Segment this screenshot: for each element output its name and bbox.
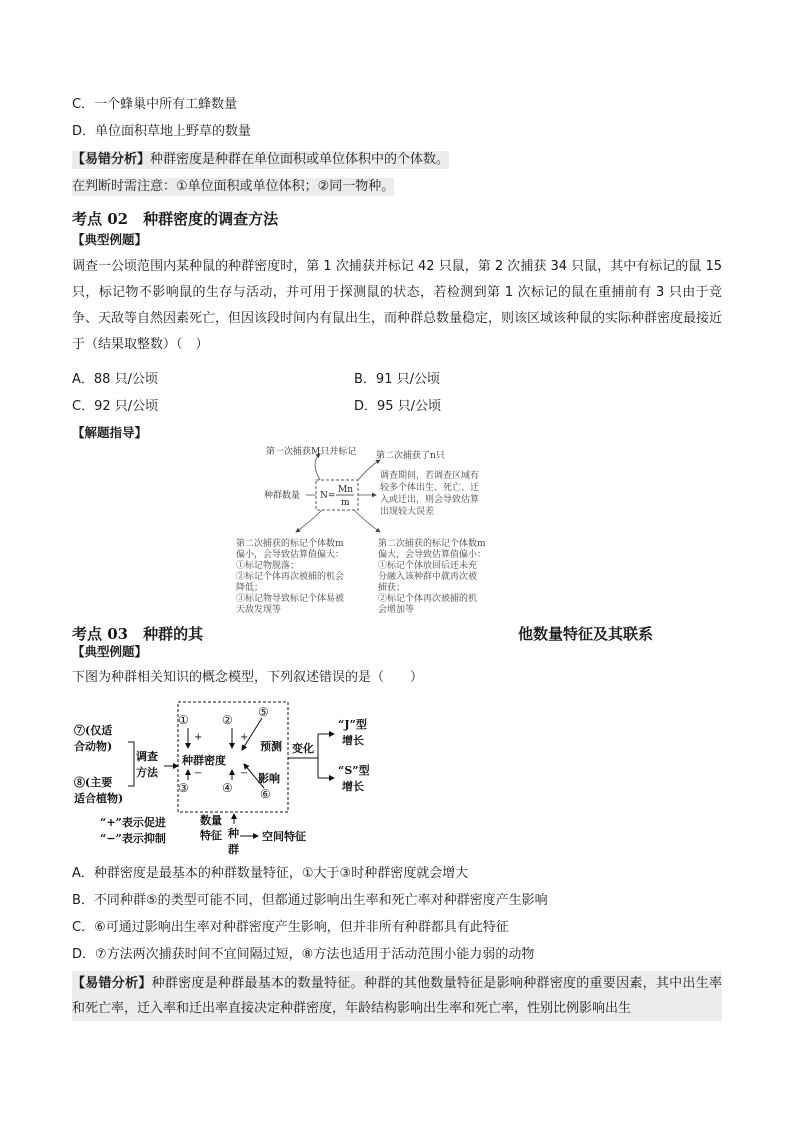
right-note-line-1: 调查期间，若调查区域有 (380, 471, 480, 481)
influence-label: 影响 (258, 772, 280, 785)
option-a: A．种群密度是最基本的种群数量特征，①大于③时种群密度就会增大 (72, 866, 469, 881)
right-bottom-note-line-5: 捕获； (378, 583, 406, 593)
left-note-line-7: 天敌发现等 (236, 605, 282, 615)
left-note-line-5: 降低； (236, 583, 264, 593)
question-text: 下图为种群相关知识的概念模型，下列叙述错误的是（ ） (72, 670, 424, 685)
left-note-line-6: ③标记物导致标记个体易被 (236, 594, 345, 604)
left-note-line-2: 偏小，会导致估算值偏大： (236, 550, 345, 560)
error-analysis-tag: 【易错分析】 (72, 976, 152, 991)
survey-method-line-2: 方法 (136, 766, 158, 779)
question-text: 调查一公顷范围内某种鼠的种群密度时，第 1 次捕获并标记 42 只鼠，第 2 次捕获 34 只鼠，其中有标记的鼠 15 只，标记物不影响鼠的生存与活动，并可用于探测鼠的状态，若检测到第 1 次标记的鼠在重捕前有 3 只由于竞争、天敌等自然因素死亡，但因该段时间内有鼠出生，而种群总数量稳定，则该区域该种鼠的实际种群密度最接近于（结果取整数）（ ） (72, 259, 723, 352)
option-a: A．88 只/公顷 (72, 372, 158, 387)
method-8-line-2: 适合植物) (74, 792, 124, 805)
right-bottom-note-line-2: 偏大，会导致估算值偏小： (378, 550, 487, 560)
right-bottom-note-line-7: 会增加等 (378, 605, 415, 615)
right-note-line-3: 入或迁出，则会导致估算 (380, 495, 480, 505)
solution-guide-tag: 【解题指导】 (72, 425, 148, 440)
right-note-line-4: 出现较大误差 (380, 507, 435, 517)
j-curve-line-2: 增长 (342, 734, 364, 747)
method-7-line-2: 合动物) (74, 740, 113, 753)
center-population-density: 种群密度 (182, 754, 226, 767)
right-bottom-note-line-6: ②标记个体再次被捕的机 (378, 594, 478, 604)
formula-numerator: Mn (338, 485, 354, 495)
error-analysis-2 (72, 971, 722, 1021)
error-analysis-text: 种群密度是种群最基本的数量特征。种群的其他数量特征是影响种群密度的重要因素，其中出生率和死亡率，迁入率和迁出率直接决定种群密度，年龄结构影响出生率和死亡率，性别比例影响出生 (72, 976, 722, 1016)
error-analysis-tag: 【易错分析】 (72, 152, 151, 167)
s-curve-line-1: “S”型 (338, 764, 370, 777)
formula-left: N= (320, 491, 336, 501)
svg-text:+: + (240, 732, 249, 743)
right-note-line-2: 较多个体出生、死亡、迁 (380, 483, 480, 493)
population-label-line-2: 群 (228, 843, 239, 856)
error-analysis-text-2: 在判断时需注意：①单位面积或单位体积；②同一物种。 (72, 179, 395, 194)
typical-example-tag: 【典型例题】 (72, 232, 148, 247)
method-7-line-1: ⑦(仅适 (74, 724, 113, 737)
svg-text:+: + (194, 732, 203, 743)
option-d: D．⑦方法两次捕获时间不宜间隔过短，⑧方法也适用于活动范围小能力弱的动物 (72, 947, 535, 962)
mark-recapture-diagram (230, 436, 510, 616)
option-c: C．⑥可通过影响出生率对种群密度产生影响，但并非所有种群都具有此特征 (72, 920, 509, 935)
predict-label: 预测 (260, 740, 282, 753)
error-analysis-text: 种群密度是种群在单位面积或单位体积中的个体数。 (150, 152, 450, 167)
option-c: C．92 只/公顷 (72, 399, 159, 414)
option-b: B．不同种群⑤的类型可能不同，但都通过影响出生率和死亡率对种群密度产生影响 (72, 893, 548, 908)
option-d: D．单位面积草地上野草的数量 (72, 124, 252, 139)
node-1: ① (178, 713, 189, 727)
legend-plus: “+”表示促进 (100, 816, 166, 829)
quantity-feature-line-1: 数量 (200, 814, 222, 827)
method-8-line-1: ⑧(主要 (74, 776, 113, 789)
section-heading-03-left: 考点 03 种群的其 (72, 625, 204, 643)
section-heading-02: 考点 02 种群密度的调查方法 (72, 210, 279, 228)
formula-denominator: m (341, 498, 350, 508)
error-analysis-1 (72, 151, 449, 169)
typical-example-tag: 【典型例题】 (72, 644, 148, 659)
option-b: B．91 只/公顷 (354, 372, 440, 387)
right-bottom-note-line-4: 分融入该种群中就再次被 (378, 572, 478, 582)
population-label-line-1: 种 (228, 827, 239, 840)
left-note-line-3: ①标记物脱落； (236, 561, 300, 571)
j-curve-line-1: “J”型 (338, 718, 367, 731)
change-label: 变化 (292, 742, 314, 755)
second-capture-label: 第二次捕获了n只 (376, 451, 445, 461)
section-heading-03-right: 他数量特征及其联系 (518, 625, 654, 643)
quantity-feature-line-2: 特征 (200, 829, 222, 842)
first-capture-label: 第一次捕获M只并标记 (266, 447, 357, 457)
legend-minus: “−”表示抑制 (100, 832, 166, 845)
left-note-line-1: 第二次捕获的标记个体数m (236, 539, 344, 549)
population-concept-diagram (72, 700, 392, 860)
svg-text:−: − (240, 768, 249, 779)
option-d: D．95 只/公顷 (354, 399, 442, 414)
node-2: ② (222, 713, 233, 727)
node-3: ③ (178, 781, 189, 795)
s-curve-line-2: 增长 (342, 780, 364, 793)
node-6: ⑥ (260, 787, 271, 801)
svg-text:−: − (194, 768, 203, 779)
node-4: ④ (222, 781, 233, 795)
option-c: C．一个蜂巢中所有工蜂数量 (72, 97, 238, 112)
node-5: ⑤ (258, 705, 269, 719)
left-note-line-4: ②标记个体再次被捕的机会 (236, 572, 345, 582)
right-bottom-note-line-3: ①标记个体放回后还未充 (378, 561, 478, 571)
right-bottom-note-line-1: 第二次捕获的标记个体数m (378, 539, 486, 549)
spatial-feature-label: 空间特征 (262, 830, 306, 843)
population-count-label: 种群数量 (264, 491, 301, 501)
survey-method-line-1: 调查 (136, 750, 158, 763)
